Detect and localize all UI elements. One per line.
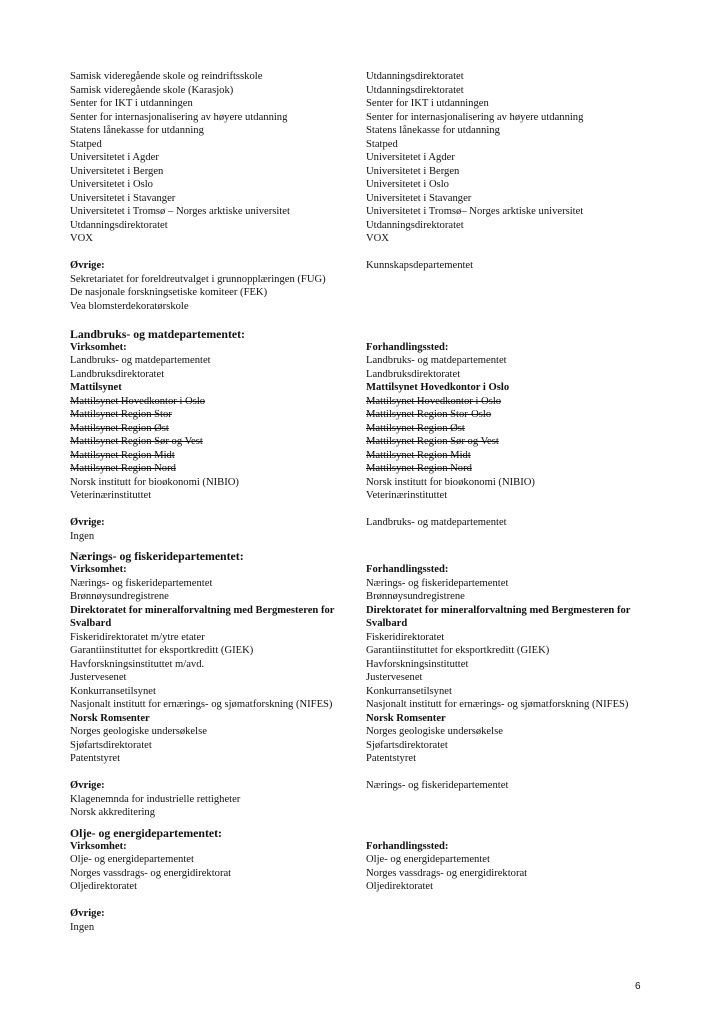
text-line: Senter for IKT i utdanningen (70, 98, 193, 109)
spacer (366, 503, 656, 517)
spacer (366, 793, 656, 807)
text-line: Universitetet i Bergen (70, 165, 164, 177)
text-line: Mattilsynet Region Midt (70, 449, 175, 461)
text-line: Ingen (70, 530, 95, 542)
text-line: Mattilsynet Region Nord (70, 463, 176, 474)
text-line: Mattilsynet Region Nord (366, 463, 472, 474)
text-line: Landbruksdirektoratet (366, 368, 461, 380)
text-line: Mattilsynet Region Øst (366, 422, 465, 434)
text-line: Kunnskapsdepartementet (366, 260, 474, 271)
bold-line: Forhandlingssted: (366, 564, 449, 575)
text-line: Mattilsynet Region Sør og Vest (70, 436, 203, 447)
text-line: Garantiinstituttet for eksportkreditt (GIEK) (70, 645, 254, 656)
text-line: Nærings- og fiskeridepartementet (366, 780, 509, 791)
spacer (366, 766, 656, 780)
spacer (366, 530, 656, 544)
text-line: Universitetet i Agder (366, 152, 455, 163)
bold-line: Virksomhet: (70, 564, 127, 575)
text-line: Patentstyret (70, 753, 121, 764)
text-line: Landbruksdirektoratet (70, 368, 165, 380)
bold-line: Forhandlingssted: (366, 840, 449, 852)
spacer (70, 766, 350, 780)
text-line: Norges vassdrags- og energidirektorat (366, 867, 528, 879)
text-line: Norsk akkreditering (70, 807, 156, 818)
spacer (366, 826, 656, 840)
bold-line: Mattilsynet Hovedkontor i Oslo (366, 382, 510, 393)
spacer (366, 273, 656, 287)
bold-line: Norsk Romsenter (366, 712, 446, 724)
text-line: Utdanningsdirektoratet (366, 219, 464, 231)
spacer (70, 503, 350, 517)
text-line: Havforskningsinstituttet (366, 658, 469, 670)
spacer (70, 313, 350, 327)
section-heading: Landbruks- og matdepartementet: (70, 326, 245, 341)
bold-line: Direktoratet for mineralforvaltning med Bergmesteren for Svalbard (70, 604, 335, 629)
text-line: De nasjonale forskningsetiske komiteer (FEK) (70, 287, 268, 298)
text-line: Sekretariatet for foreldreutvalget i grunnopplæringen (FUG) (70, 273, 326, 285)
text-line: Vea blomsterdekoratørskole (70, 300, 189, 312)
right-column (366, 70, 656, 894)
text-line: Justervesenet (70, 672, 127, 683)
text-line: Mattilsynet Region Stor (70, 409, 172, 420)
spacer (366, 806, 656, 820)
spacer (366, 246, 656, 260)
text-line: Klagenemnda for industrielle rettigheter (70, 793, 241, 805)
text-line: Justervesenet (366, 672, 423, 683)
text-line: Norges geologiske undersøkelse (70, 726, 207, 737)
bold-line: Mattilsynet (70, 382, 122, 393)
page-number: 6 (635, 981, 641, 992)
bold-line: Virksomhet: (70, 341, 127, 353)
text-line: Samisk videregående skole (Karasjok) (70, 84, 234, 96)
text-line: Mattilsynet Hovedkontor i Oslo (70, 395, 206, 407)
text-line: Universitetet i Oslo (70, 179, 153, 190)
text-line: Brønnøysundregistrene (366, 591, 465, 602)
text-line: Veterinærinstituttet (70, 490, 152, 501)
text-line: Mattilsynet Region Midt (366, 449, 471, 461)
spacer (70, 894, 350, 908)
text-line: Statped (70, 138, 102, 150)
text-line: Senter for internasjonalisering av høyere utdanning (366, 111, 584, 123)
text-line: Olje- og energidepartementet (366, 854, 490, 865)
section-heading: Olje- og energidepartementet: (70, 825, 222, 840)
text-line: Brønnøysundregistrene (70, 591, 169, 602)
text-line: Landbruks- og matdepartementet (70, 355, 211, 366)
text-line: Norges vassdrags- og energidirektorat (70, 867, 232, 879)
text-line: Konkurransetilsynet (70, 685, 156, 697)
bold-line: Øvrige: (70, 517, 105, 528)
text-line: Oljedirektoratet (366, 881, 434, 892)
text-line: Konkurransetilsynet (366, 685, 452, 697)
text-line: Landbruks- og matdepartementet (366, 517, 507, 528)
text-line: Patentstyret (366, 753, 417, 764)
spacer (70, 246, 350, 260)
text-line: Sjøfartsdirektoratet (366, 739, 448, 751)
text-line: Utdanningsdirektoratet (366, 71, 464, 82)
text-line: Universitetet i Agder (70, 152, 159, 163)
text-line: Norsk institutt for bioøkonomi (NIBIO) (366, 476, 535, 488)
text-line: Sjøfartsdirektoratet (70, 739, 152, 751)
text-line: Norsk institutt for bioøkonomi (NIBIO) (70, 476, 239, 488)
text-line: Nærings- og fiskeridepartementet (366, 577, 509, 589)
text-line: Universitetet i Stavanger (70, 192, 176, 204)
text-line: Statped (366, 138, 398, 150)
spacer (366, 327, 656, 341)
bold-line: Øvrige: (70, 780, 105, 791)
text-line: Statens lånekasse for utdanning (366, 125, 500, 136)
text-line: Mattilsynet Region Stor-Oslo (366, 409, 492, 420)
bold-line: Virksomhet: (70, 840, 127, 852)
text-line: Universitetet i Tromsø – Norges arktiske universitet (70, 206, 290, 217)
text-line: Statens lånekasse for utdanning (70, 125, 204, 136)
bold-line: Øvrige: (70, 260, 105, 271)
text-line: Mattilsynet Hovedkontor i Oslo (366, 395, 502, 407)
text-line: Havforskningsinstituttet m/avd. (70, 658, 205, 670)
spacer (366, 549, 656, 563)
text-line: Nærings- og fiskeridepartementet (70, 577, 213, 589)
text-line: Universitetet i Oslo (366, 179, 449, 190)
section-heading: Nærings- og fiskeridepartementet: (70, 549, 244, 563)
text-line: Veterinærinstituttet (366, 490, 448, 501)
left-column (70, 70, 350, 934)
text-line: Ingen (70, 921, 95, 933)
text-line: Mattilsynet Region Øst (70, 422, 169, 434)
bold-line: Øvrige: (70, 908, 105, 919)
bold-line: Direktoratet for mineralforvaltning med Bergmesteren for Svalbard (366, 604, 631, 629)
spacer (366, 300, 656, 314)
text-line: Nasjonalt institutt for ernærings- og sjømatforskning (NIFES) (366, 699, 629, 710)
text-line: Universitetet i Bergen (366, 165, 460, 177)
text-line: Oljedirektoratet (70, 881, 138, 892)
text-line: Universitetet i Tromsø– Norges arktiske universitet (366, 206, 584, 217)
text-line: Garantiinstituttet for eksportkreditt (GIEK) (366, 645, 550, 656)
text-line: VOX (366, 233, 389, 244)
text-line: Norges geologiske undersøkelse (366, 726, 503, 737)
bold-line: Forhandlingssted: (366, 341, 449, 353)
text-line: Fiskeridirektoratet (366, 631, 445, 643)
spacer (366, 313, 656, 327)
text-line: Utdanningsdirektoratet (366, 84, 464, 96)
text-line: Nasjonalt institutt for ernærings- og sjømatforskning (NIFES) (70, 699, 333, 710)
text-line: Senter for internasjonalisering av høyere utdanning (70, 111, 288, 123)
text-line: Senter for IKT i utdanningen (366, 98, 489, 109)
text-line: Olje- og energidepartementet (70, 854, 194, 865)
text-line: VOX (70, 233, 93, 244)
bold-line: Norsk Romsenter (70, 712, 150, 724)
spacer (366, 286, 656, 300)
text-line: Mattilsynet Region Sør og Vest (366, 436, 499, 447)
text-line: Landbruks- og matdepartementet (366, 355, 507, 366)
text-line: Samisk videregående skole og reindriftsskole (70, 71, 263, 82)
text-line: Utdanningsdirektoratet (70, 219, 168, 231)
text-line: Universitetet i Stavanger (366, 192, 472, 204)
text-line: Fiskeridirektoratet m/ytre etater (70, 631, 205, 643)
